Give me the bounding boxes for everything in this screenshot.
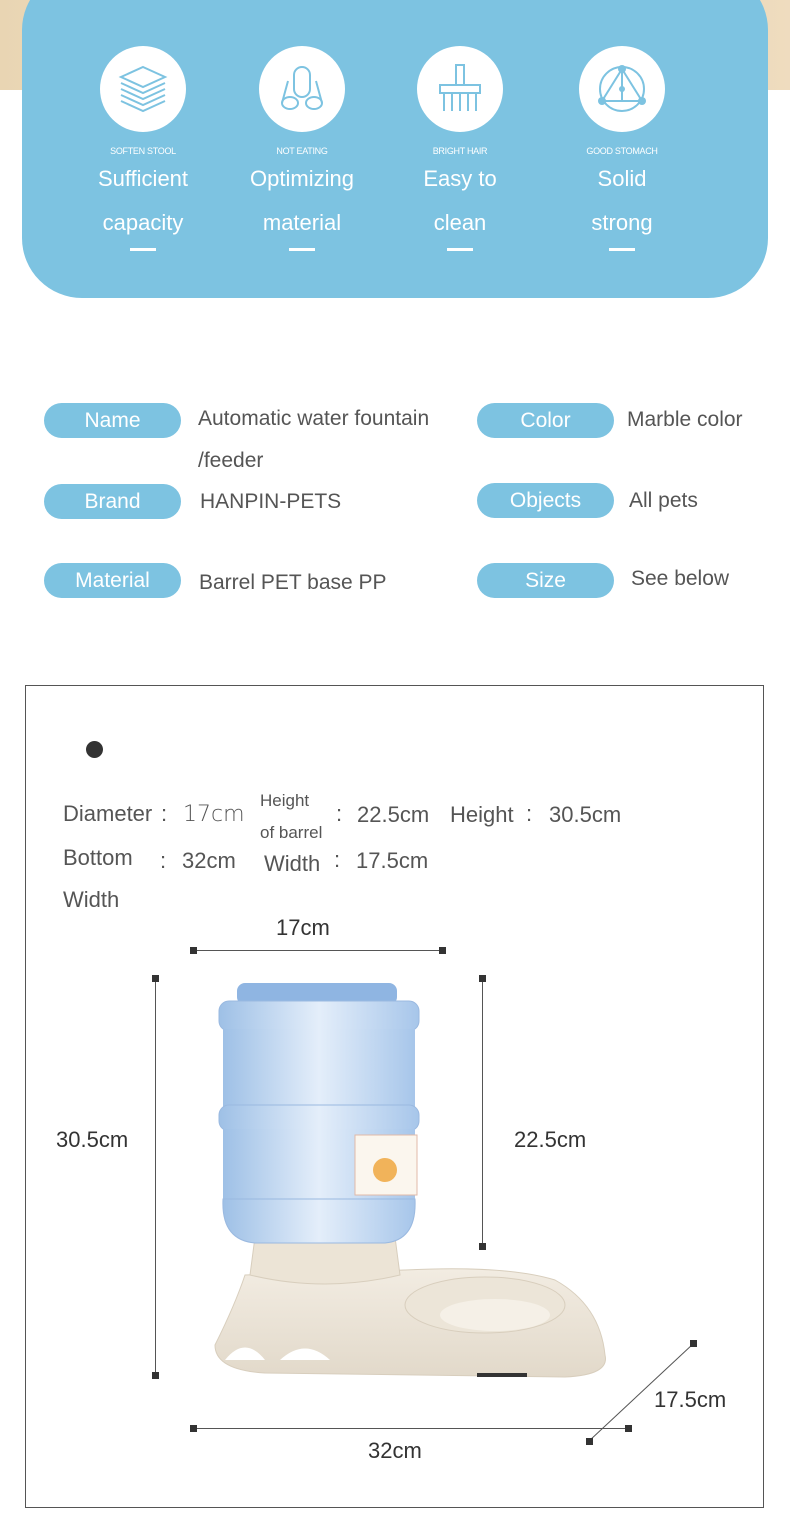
- bottom-label-line1: Bottom: [63, 845, 133, 870]
- feature-title-line2: clean: [433, 210, 487, 235]
- feature-title-line1: Solid: [597, 166, 647, 191]
- divider: [447, 248, 473, 251]
- bullet-dot: [86, 741, 103, 758]
- color-pill: Color: [477, 403, 614, 438]
- feature-small-label: NOT EATING: [276, 146, 328, 156]
- colon: :: [160, 848, 167, 873]
- diameter-value: 17cm: [183, 802, 245, 827]
- brand-pill: Brand: [44, 484, 181, 519]
- bottom-label-line2: Width: [63, 887, 120, 912]
- feature-title-line2: material: [262, 210, 342, 235]
- material-value: Barrel PET base PP: [199, 571, 387, 594]
- depth-dimension-label: 17.5cm: [654, 1387, 727, 1412]
- size-value: See below: [631, 567, 730, 590]
- line-endpoint: [190, 1425, 197, 1432]
- top-dimension-label: 17cm: [276, 915, 330, 940]
- line-endpoint: [152, 975, 159, 982]
- line-endpoint: [479, 1243, 486, 1250]
- divider: [289, 248, 315, 251]
- name-pill: Name: [44, 403, 181, 438]
- left-dimension-line: [155, 978, 156, 1376]
- feature-title-line1: Easy to: [423, 166, 497, 191]
- feature-clean: [380, 46, 540, 251]
- top-dimension-line: [193, 950, 443, 951]
- brush-icon: [417, 46, 503, 132]
- colon: :: [526, 801, 533, 826]
- line-endpoint: [586, 1438, 593, 1445]
- feature-capacity: [63, 46, 223, 251]
- stack-icon: [100, 46, 186, 132]
- barrel-label-line1: Height: [260, 791, 310, 810]
- feature-small-label: BRIGHT HAIR: [432, 146, 488, 156]
- feature-strong: [542, 46, 702, 251]
- width-value: 17.5cm: [356, 848, 429, 873]
- feature-small-label: SOFTEN STOOL: [110, 146, 176, 156]
- colon: :: [161, 801, 168, 826]
- right-dimension-line: [482, 978, 483, 1246]
- feature-small-label: GOOD STOMACH: [586, 146, 658, 156]
- divider: [130, 248, 156, 251]
- material-pill: Material: [44, 563, 181, 598]
- feature-material: [222, 46, 382, 251]
- feature-title-line2: capacity: [102, 210, 184, 235]
- feature-title-line1: Optimizing: [250, 166, 354, 191]
- size-pill: Size: [477, 563, 614, 598]
- colon: :: [336, 801, 343, 826]
- colon: :: [334, 847, 341, 872]
- right-dimension-label: 22.5cm: [514, 1127, 587, 1152]
- objects-value: All pets: [629, 489, 698, 512]
- barrel-value: 22.5cm: [357, 802, 430, 827]
- divider: [609, 248, 635, 251]
- line-endpoint: [190, 947, 197, 954]
- diameter-label: Diameter: [63, 801, 153, 826]
- line-endpoint: [479, 975, 486, 982]
- barrel-label-line2: of barrel: [260, 823, 323, 842]
- feature-title-line2: strong: [591, 210, 653, 235]
- name-value-line2: /feeder: [198, 449, 264, 472]
- name-value-line1: Automatic water fountain: [198, 407, 430, 430]
- line-endpoint: [152, 1372, 159, 1379]
- water-dispenser-image: [205, 975, 615, 1405]
- bottom-dimension-label: 32cm: [368, 1438, 422, 1463]
- objects-pill: Objects: [477, 483, 614, 518]
- depth-dimension-line: [585, 1340, 700, 1445]
- left-dimension-label: 30.5cm: [56, 1127, 129, 1152]
- bottom-dimension-line: [193, 1428, 629, 1429]
- width-label: Width: [264, 851, 321, 876]
- brand-value: HANPIN-PETS: [200, 490, 342, 513]
- rolls-icon: [259, 46, 345, 132]
- feature-title-line1: Sufficient: [97, 166, 189, 191]
- bottom-value: 32cm: [182, 848, 236, 873]
- color-value: Marble color: [627, 408, 743, 431]
- height-value: 30.5cm: [549, 802, 622, 827]
- molecule-icon: [579, 46, 665, 132]
- height-label: Height: [450, 802, 514, 827]
- line-endpoint: [439, 947, 446, 954]
- line-endpoint: [690, 1340, 697, 1347]
